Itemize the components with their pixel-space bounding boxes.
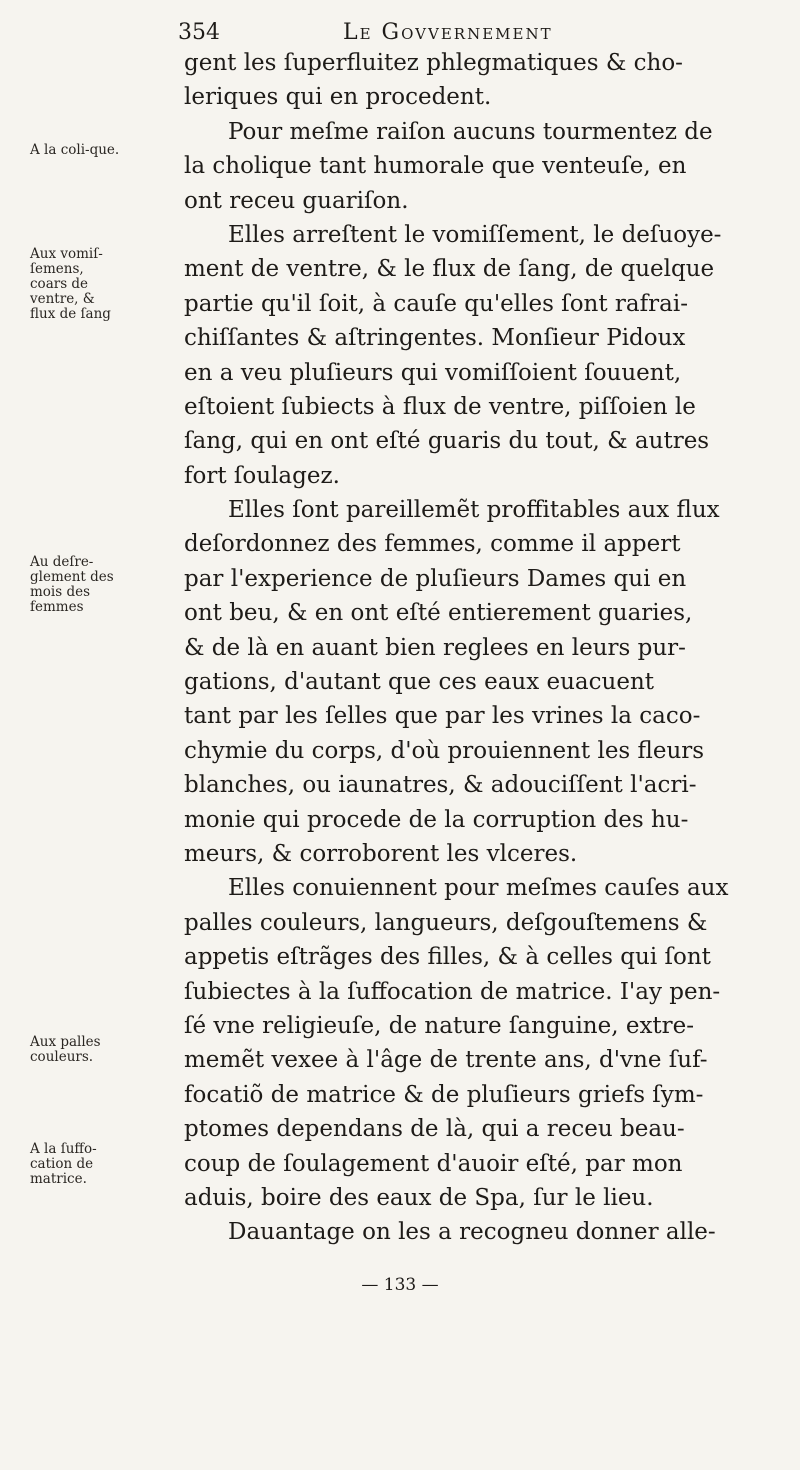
body-text [184, 46, 744, 1250]
margin-note-palles-couleurs: Aux palles couleurs. [30, 1034, 101, 1065]
text-line: coup de ſoulagement d'auoir eſté, par mon [184, 1150, 683, 1177]
text-line: chymie du corps, d'où prouiennent les fleurs [184, 737, 705, 764]
text-line: aduis, boire des eaux de Spa, ſur le lieu. [184, 1184, 654, 1211]
text-line: Elles ſont pareillemẽt proffitables aux flux [228, 497, 720, 524]
text-line: ſang, qui en ont eſté guaris du tout, & autres [184, 428, 710, 455]
text-line: eſtoient ſubiects à flux de ventre, piſſoien le [184, 393, 696, 420]
text-line: ment de ventre, & le flux de ſang, de quelque [184, 256, 715, 283]
text-line: ont receu guariſon. [184, 187, 409, 214]
text-line: en a veu pluſieurs qui vomiſſoient ſouuent, [184, 359, 682, 386]
text-line: Elles arreſtent le vomiſſement, le deſuoye- [228, 221, 722, 248]
margin-note-colique: A la coli-que. [30, 142, 120, 158]
text-line: par l'experience de pluſieurs Dames qui en [184, 565, 687, 592]
text-line: Pour meſme raiſon aucuns tourmentez de [228, 118, 713, 145]
page-number: 354 [178, 20, 220, 45]
margin-note-desreglement: Au deſre-glement des mois des femmes [30, 554, 114, 615]
text-line: deſordonnez des femmes, comme il appert [184, 531, 681, 558]
text-line: Elles conuiennent pour meſmes cauſes aux [228, 875, 729, 902]
text-line: & de là en auant bien reglees en leurs pur- [184, 634, 686, 661]
text-line: focatiõ de matrice & de pluſieurs griefs ſym- [184, 1081, 704, 1108]
text-line: ptomes dependans de là, qui a receu beau- [184, 1116, 685, 1143]
text-line: memẽt vexee à l'âge de trente ans, d'vne ſuf- [184, 1047, 708, 1074]
margin-note-vomissemens: Aux vomiſ-ſemens, coars de ventre, & flux de ſang [30, 246, 111, 322]
running-header [178, 16, 738, 50]
text-line: leriques qui en procedent. [184, 84, 492, 111]
margin-note-suffocation: A la ſuffo-cation de matrice. [30, 1141, 97, 1187]
text-line: gations, d'autant que ces eaux euacuent [184, 669, 654, 696]
page-signature: — 133 — [361, 1275, 439, 1295]
text-line: meurs, & corroborent les vlceres. [184, 840, 578, 867]
text-line: la cholique tant humorale que venteuſe, en [184, 153, 687, 180]
text-line: blanches, ou iaunatres, & adouciſſent l'acri- [184, 772, 697, 799]
text-line: ſubiectes à la ſuffocation de matrice. I'ay pen- [184, 978, 721, 1005]
text-line: ont beu, & en ont eſté entierement guaries, [184, 600, 693, 627]
text-line: fort ſoulagez. [184, 462, 340, 489]
running-title: Le Govvernement [343, 20, 553, 45]
text-line: palles couleurs, langueurs, deſgouſtemens & [184, 909, 708, 936]
text-line: monie qui procede de la corruption des hu- [184, 806, 689, 833]
text-line: chiſſantes & aſtringentes. Monſieur Pidoux [184, 325, 686, 352]
text-line: tant par les ſelles que par les vrines la caco- [184, 703, 701, 730]
text-line: partie qu'il ſoit, à cauſe qu'elles ſont rafrai- [184, 290, 688, 317]
text-line: gent les ſuperfluitez phlegmatiques & cho- [184, 50, 683, 76]
text-line: ſé vne religieuſe, de nature ſanguine, extre- [184, 1012, 695, 1039]
text-line: Dauantage on les a recogneu donner alle- [228, 1219, 716, 1246]
text-line: appetis eſtrãges des filles, & à celles qui ſont [184, 944, 711, 971]
